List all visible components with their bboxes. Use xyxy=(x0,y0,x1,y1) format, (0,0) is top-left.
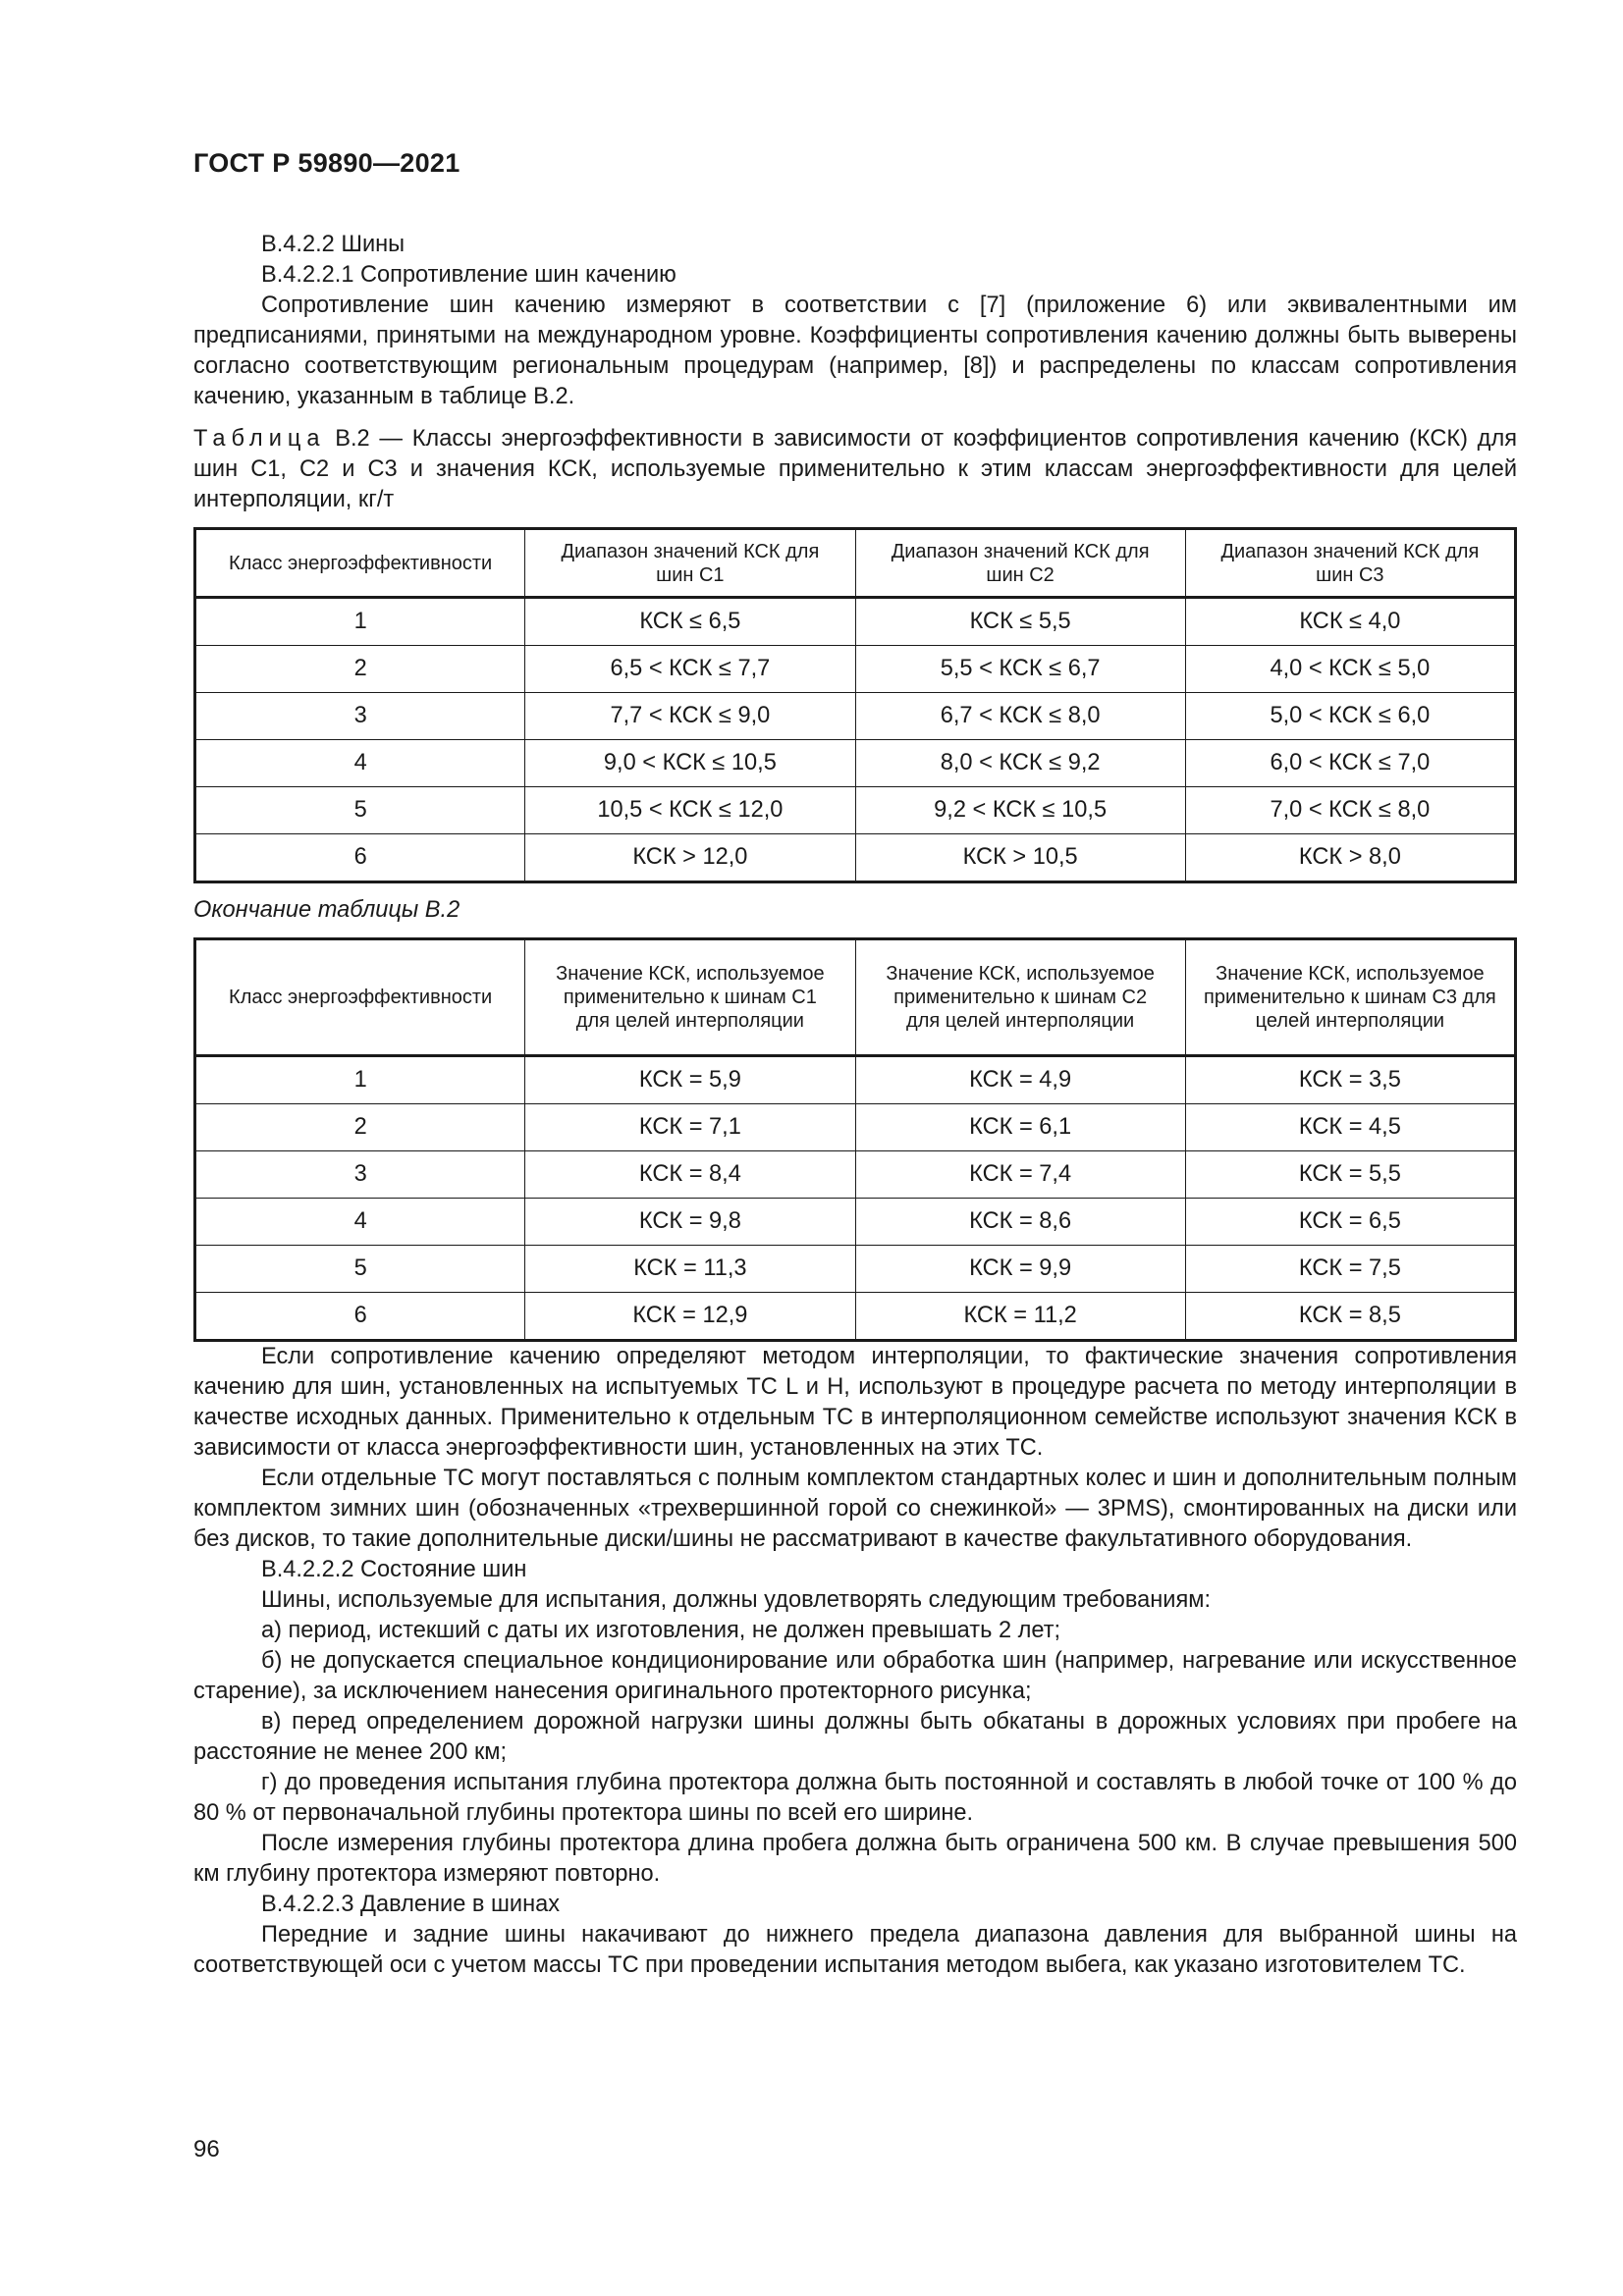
subsection-title-1: В.4.2.2.1 Сопротивление шин качению xyxy=(261,262,676,288)
table-header-cell: Диапазон значений КСК для шин C2 xyxy=(855,529,1185,598)
section-title: В.4.2.2 Шины xyxy=(261,232,406,257)
table-cell: КСК = 4,5 xyxy=(1185,1104,1515,1151)
table-cell: 6 xyxy=(195,834,525,882)
paragraph-winter-tyres: Если отдельные ТС могут поставляться с полным комплектом стандартных колес и шин и дополнительным полным комплектом зимних шин (обозначенных «трехвершинной горой со снежинкой» — 3PMS), смонтированных на диски или без дисков, то такие дополнительные диски/шины не рассматривают в качестве факультативного оборудования. xyxy=(193,1466,1517,1552)
table-row xyxy=(195,740,1516,787)
table-cell: КСК = 11,2 xyxy=(855,1293,1185,1341)
table-cell: 5,0 < КСК ≤ 6,0 xyxy=(1185,693,1515,740)
table-continuation-title: Окончание таблицы В.2 xyxy=(193,897,460,923)
table-cell: 5 xyxy=(195,787,525,834)
paragraph-rolling-resistance: Сопротивление шин качению измеряют в соответствии с [7] (приложение 6) или эквивалентными им предписаниями, принятыми на международном уровне. Коэффициенты сопротивления качению должны быть выверены согласно соответствующим региональным процедурам (например, [8]) и распределены по классам сопротивления качению, указанным в таблице В.2. xyxy=(193,293,1517,409)
table-cell: КСК = 7,5 xyxy=(1185,1246,1515,1293)
table-header-cell: Класс энергоэффективности xyxy=(195,939,525,1056)
table-cell: 9,2 < КСК ≤ 10,5 xyxy=(855,787,1185,834)
table-cell: 3 xyxy=(195,1151,525,1199)
table-interpolation-values xyxy=(193,937,1517,1342)
table-cell: 1 xyxy=(195,598,525,646)
table-cell: 7,0 < КСК ≤ 8,0 xyxy=(1185,787,1515,834)
table-row xyxy=(195,834,1516,882)
table-row xyxy=(195,1199,1516,1246)
table-cell: КСК = 3,5 xyxy=(1185,1056,1515,1104)
table-cell: КСК = 8,5 xyxy=(1185,1293,1515,1341)
table-cell: КСК = 5,5 xyxy=(1185,1151,1515,1199)
table-cell: КСК ≤ 5,5 xyxy=(855,598,1185,646)
table-cell: КСК > 10,5 xyxy=(855,834,1185,882)
table-cell: 6 xyxy=(195,1293,525,1341)
table-row xyxy=(195,1246,1516,1293)
table-header-row xyxy=(195,939,1516,1056)
table-cell: 6,7 < КСК ≤ 8,0 xyxy=(855,693,1185,740)
table-cell: 1 xyxy=(195,1056,525,1104)
subsection-title-3: В.4.2.2.3 Давление в шинах xyxy=(261,1892,561,1917)
table-cell: КСК = 6,1 xyxy=(855,1104,1185,1151)
paragraph-requirements: Шины, используемые для испытания, должны удовлетворять следующим требованиям: xyxy=(261,1587,1212,1613)
table-cell: КСК ≤ 6,5 xyxy=(525,598,855,646)
table-row xyxy=(195,1293,1516,1341)
table-cell: 9,0 < КСК ≤ 10,5 xyxy=(525,740,855,787)
paragraph-pressure: Передние и задние шины накачивают до нижнего предела диапазона давления для выбранной шины на соответствующей оси с учетом массы ТС при проведении испытания методом выбега, как указано изготовителем ТС. xyxy=(193,1922,1517,1978)
table-cell: КСК = 12,9 xyxy=(525,1293,855,1341)
table-row xyxy=(195,1056,1516,1104)
table-header-cell: Значение КСК, используемое применительно к шинам C1 для целей интерполяции xyxy=(525,939,855,1056)
table-cell: 10,5 < КСК ≤ 12,0 xyxy=(525,787,855,834)
table-cell: КСК = 6,5 xyxy=(1185,1199,1515,1246)
table-caption xyxy=(193,424,1517,515)
table-header-cell: Значение КСК, используемое применительно к шинам C2 для целей интерполяции xyxy=(855,939,1185,1056)
list-item-v: в) перед определением дорожной нагрузки шины должны быть обкатаны в дорожных условиях при пробеге на расстояние не менее 200 км; xyxy=(193,1709,1517,1765)
table-cell: 2 xyxy=(195,646,525,693)
table-cell: 7,7 < КСК ≤ 9,0 xyxy=(525,693,855,740)
table-row xyxy=(195,1104,1516,1151)
list-item-b: б) не допускается специальное кондиционирование или обработка шин (например, нагревание или искусственное старение), за исключением нанесения оригинального протекторного рисунка; xyxy=(193,1648,1517,1704)
table-cell: 5 xyxy=(195,1246,525,1293)
list-item-g: г) до проведения испытания глубина протектора должна быть постоянной и составлять в любой точке от 100 % до 80 % от первоначальной глубины протектора шины по всей его ширине. xyxy=(193,1770,1517,1826)
table-cell: КСК ≤ 4,0 xyxy=(1185,598,1515,646)
table-caption-label: Таблица xyxy=(193,426,326,452)
table-cell: 4,0 < КСК ≤ 5,0 xyxy=(1185,646,1515,693)
paragraph-tread-measure: После измерения глубины протектора длина пробега должна быть ограничена 500 км. В случае превышения 500 км глубину протектора измеряют повторно. xyxy=(193,1831,1517,1887)
table-cell: 2 xyxy=(195,1104,525,1151)
table-row xyxy=(195,1151,1516,1199)
table-header-row xyxy=(195,529,1516,598)
table-cell: КСК = 7,1 xyxy=(525,1104,855,1151)
table-cell: КСК = 5,9 xyxy=(525,1056,855,1104)
table-row xyxy=(195,598,1516,646)
document-content xyxy=(193,230,1517,1981)
paragraph-interpolation: Если сопротивление качению определяют методом интерполяции, то фактические значения сопротивления качению для шин, установленных на испытуемых ТС L и H, используют в процедуре расчета по методу интерполяции в качестве исходных данных. Применительно к отдельным ТС в интерполяционном семействе используют значения КСК в зависимости от класса энергоэффективности шин, установленных на этих ТС. xyxy=(193,1344,1517,1461)
table-row xyxy=(195,646,1516,693)
table-cell: 6,5 < КСК ≤ 7,7 xyxy=(525,646,855,693)
table-cell: 6,0 < КСК ≤ 7,0 xyxy=(1185,740,1515,787)
page-number: 96 xyxy=(193,2136,220,2163)
table-energy-classes xyxy=(193,527,1517,883)
table-cell: КСК > 12,0 xyxy=(525,834,855,882)
table-cell: 3 xyxy=(195,693,525,740)
table-header-cell: Диапазон значений КСК для шин C1 xyxy=(525,529,855,598)
table-row xyxy=(195,787,1516,834)
table-cell: КСК = 11,3 xyxy=(525,1246,855,1293)
table-cell: 4 xyxy=(195,1199,525,1246)
table-cell: 5,5 < КСК ≤ 6,7 xyxy=(855,646,1185,693)
table-cell: КСК = 9,8 xyxy=(525,1199,855,1246)
table-cell: КСК = 8,4 xyxy=(525,1151,855,1199)
document-header: ГОСТ Р 59890—2021 xyxy=(193,148,460,178)
subsection-title-2: В.4.2.2.2 Состояние шин xyxy=(261,1557,527,1582)
table-cell: КСК > 8,0 xyxy=(1185,834,1515,882)
table-header-cell: Значение КСК, используемое применительно к шинам C3 для целей интерполяции xyxy=(1185,939,1515,1056)
table-cell: КСК = 9,9 xyxy=(855,1246,1185,1293)
table-cell: КСК = 4,9 xyxy=(855,1056,1185,1104)
table-cell: 4 xyxy=(195,740,525,787)
table-header-cell: Класс энергоэффективности xyxy=(195,529,525,598)
table-caption-text: В.2 — Классы энергоэффективности в зависимости от коэффициентов сопротивления качению (КСК) для шин C1, C2 и C3 и значения КСК, используемые применительно к этим классам энергоэффективности для целей интерполяции, кг/т xyxy=(193,426,1517,512)
table-row xyxy=(195,693,1516,740)
table-cell: 8,0 < КСК ≤ 9,2 xyxy=(855,740,1185,787)
list-item-a: а) период, истекший с даты их изготовления, не должен превышать 2 лет; xyxy=(261,1618,1061,1643)
table-cell: КСК = 8,6 xyxy=(855,1199,1185,1246)
table-cell: КСК = 7,4 xyxy=(855,1151,1185,1199)
table-header-cell: Диапазон значений КСК для шин C3 xyxy=(1185,529,1515,598)
